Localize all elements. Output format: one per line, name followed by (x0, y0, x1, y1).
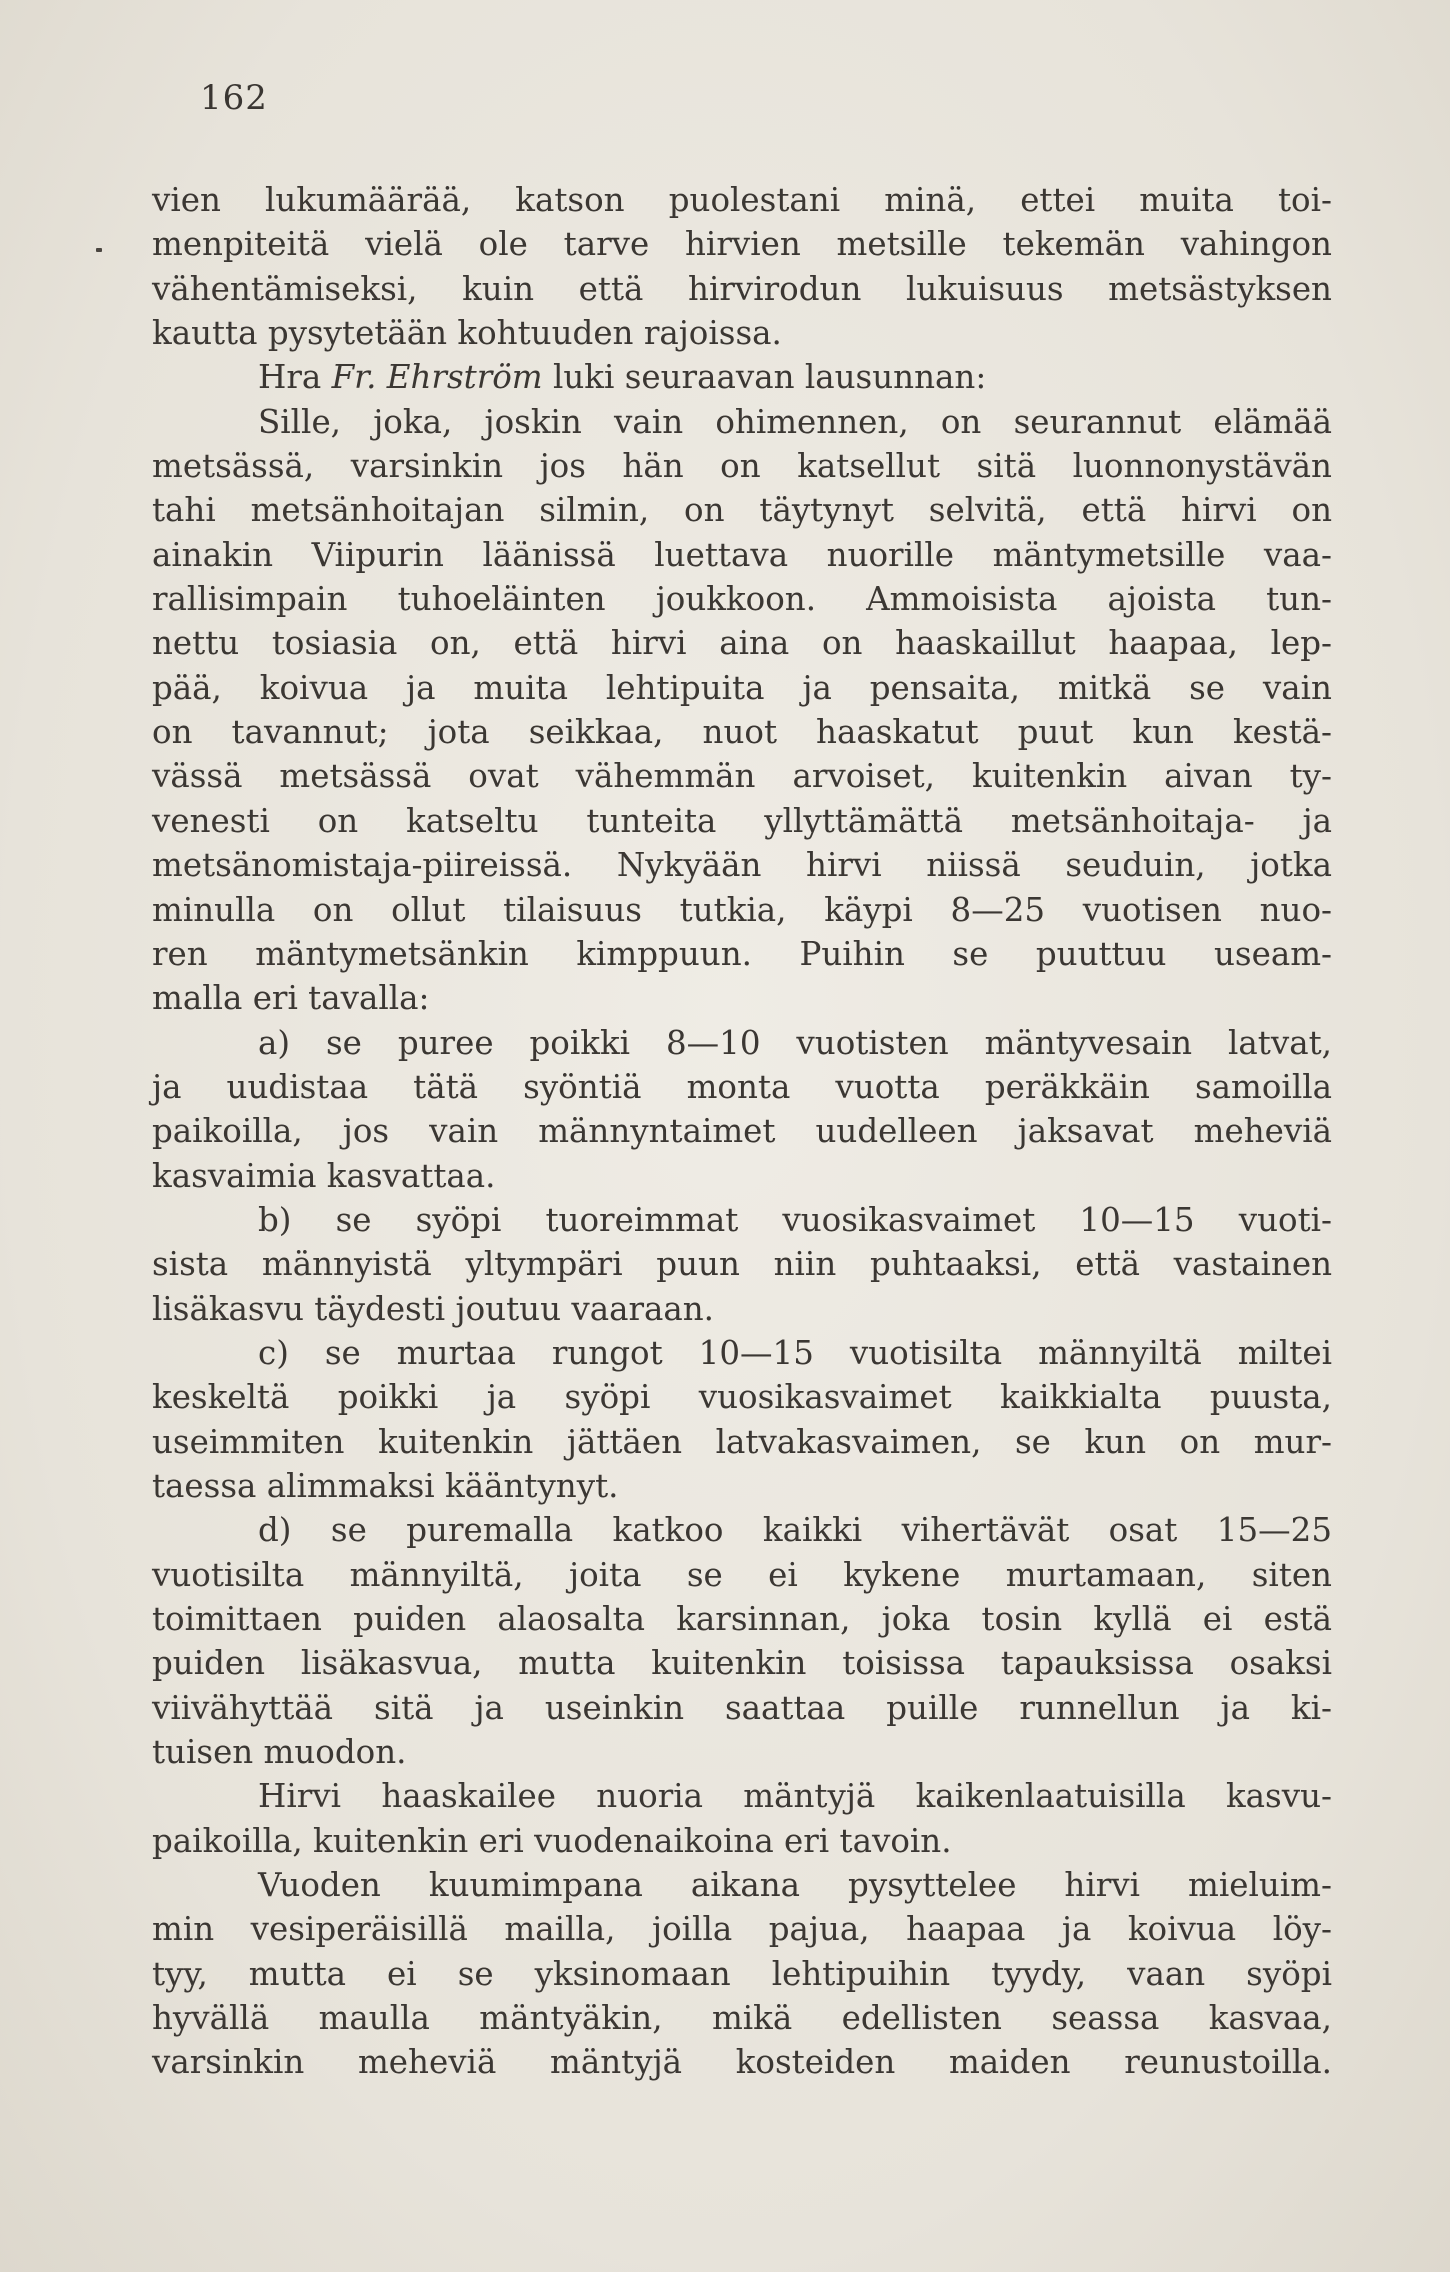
text-line: min vesiperäisillä mailla, joilla pajua, haapaa ja koivua löy- (152, 1910, 1332, 1949)
text-line: minulla on ollut tilaisuus tutkia, käypi 8—25 vuotisen nuo- (152, 890, 1332, 929)
text-line: menpiteitä vielä ole tarve hirvien metsille tekemän vahingon (152, 225, 1332, 264)
text-line: b) se syöpi tuoreimmat vuosikasvaimet 10—15 vuoti- (258, 1200, 1332, 1239)
text-line: tahi metsänhoitajan silmin, on täytynyt selvitä, että hirvi on (152, 491, 1332, 530)
text-line: taessa alimmaksi kääntynyt. (152, 1466, 619, 1505)
text-line: useimmiten kuitenkin jättäen latvakasvaimen, se kun on mur- (152, 1422, 1332, 1461)
speaker-name: Fr. Ehrström (331, 358, 543, 397)
text-line: c) se murtaa rungot 10—15 vuotisilta männyiltä miltei (258, 1333, 1332, 1372)
text-line: ja uudistaa tätä syöntiä monta vuotta peräkkäin samoilla (152, 1067, 1332, 1106)
page-number: 162 (200, 78, 268, 118)
text-line: kasvaimia kasvattaa. (152, 1156, 496, 1195)
text-line: metsässä, varsinkin jos hän on katsellut sitä luonnonystävän (152, 447, 1332, 486)
text-line: toimittaen puiden alaosalta karsinnan, joka tosin kyllä ei estä (152, 1600, 1332, 1638)
text-line: varsinkin meheviä mäntyjä kosteiden maiden reunustoilla. (152, 2043, 1332, 2082)
text-line: Sille, joka, joskin vain ohimennen, on seurannut elämää (258, 402, 1332, 441)
text-line: sista männyistä yltympäri puun niin puhtaaksi, että vastainen (152, 1245, 1332, 1284)
text-line: rallisimpain tuhoeläinten joukkoon. Ammoisista ajoista tun- (152, 580, 1332, 619)
text-line: kautta pysytetään kohtuuden rajoissa. (152, 314, 782, 353)
text-line: nettu tosiasia on, että hirvi aina on haaskaillut haapaa, lep- (152, 624, 1332, 663)
text-line: Hra Fr. Ehrström luki seuraavan lausunnan: (258, 358, 987, 397)
text-line: puiden lisäkasvua, mutta kuitenkin toisissa tapauksissa osaksi (152, 1644, 1332, 1683)
text-line: Vuoden kuumimpana aikana pysyttelee hirvi mieluim- (258, 1866, 1332, 1905)
text-line: tyy, mutta ei se yksinomaan lehtipuihin tyydy, vaan syöpi (152, 1954, 1332, 1993)
text-line: pää, koivua ja muita lehtipuita ja pensaita, mitkä se vain (152, 668, 1332, 707)
text-line: keskeltä poikki ja syöpi vuosikasvaimet kaikkialta puusta, (152, 1378, 1332, 1417)
text-line: viivähyttää sitä ja useinkin saattaa puille runnellun ja ki- (152, 1688, 1332, 1727)
body-text (152, 178, 1332, 2085)
text-line: Hirvi haaskailee nuoria mäntyjä kaikenlaatuisilla kasvu- (258, 1777, 1332, 1816)
text-line: ren mäntymetsänkin kimppuun. Puihin se puuttuu useam- (152, 934, 1332, 973)
text-line: vien lukumäärää, katson puolestani minä, ettei muita toi- (152, 181, 1332, 219)
text-line: hyvällä maulla mäntyäkin, mikä edellisten seassa kasvaa, (152, 1999, 1332, 2038)
text-line: venesti on katseltu tunteita yllyttämättä metsänhoitaja- ja (152, 801, 1332, 840)
text-line: ainakin Viipurin läänissä luettava nuorille mäntymetsille vaa- (152, 535, 1332, 574)
text-line: metsänomistaja-piireissä. Nykyään hirvi niissä seuduin, jotka (152, 846, 1332, 885)
text-line: lisäkasvu täydesti joutuu vaaraan. (152, 1289, 715, 1328)
text-line: malla eri tavalla: (152, 979, 430, 1018)
text-line: paikoilla, jos vain männyntaimet uudelleen jaksavat meheviä (152, 1112, 1332, 1151)
text-line: a) se puree poikki 8—10 vuotisten mäntyvesain latvat, (258, 1023, 1332, 1062)
text-line: paikoilla, kuitenkin eri vuodenaikoina eri tavoin. (152, 1821, 952, 1860)
text-line: vässä metsässä ovat vähemmän arvoiset, kuitenkin aivan ty- (152, 757, 1332, 796)
text-line: tuisen muodon. (152, 1733, 407, 1772)
text-line: d) se puremalla katkoo kaikki vihertävät osat 15—25 (258, 1511, 1332, 1550)
text-line: vuotisilta männyiltä, joita se ei kykene murtamaan, siten (152, 1555, 1332, 1594)
text-line: on tavannut; jota seikkaa, nuot haaskatut puut kun kestä- (152, 713, 1332, 752)
text-line: vähentämiseksi, kuin että hirvirodun lukuisuus metsästyksen (152, 269, 1332, 308)
margin-mark (96, 248, 102, 252)
